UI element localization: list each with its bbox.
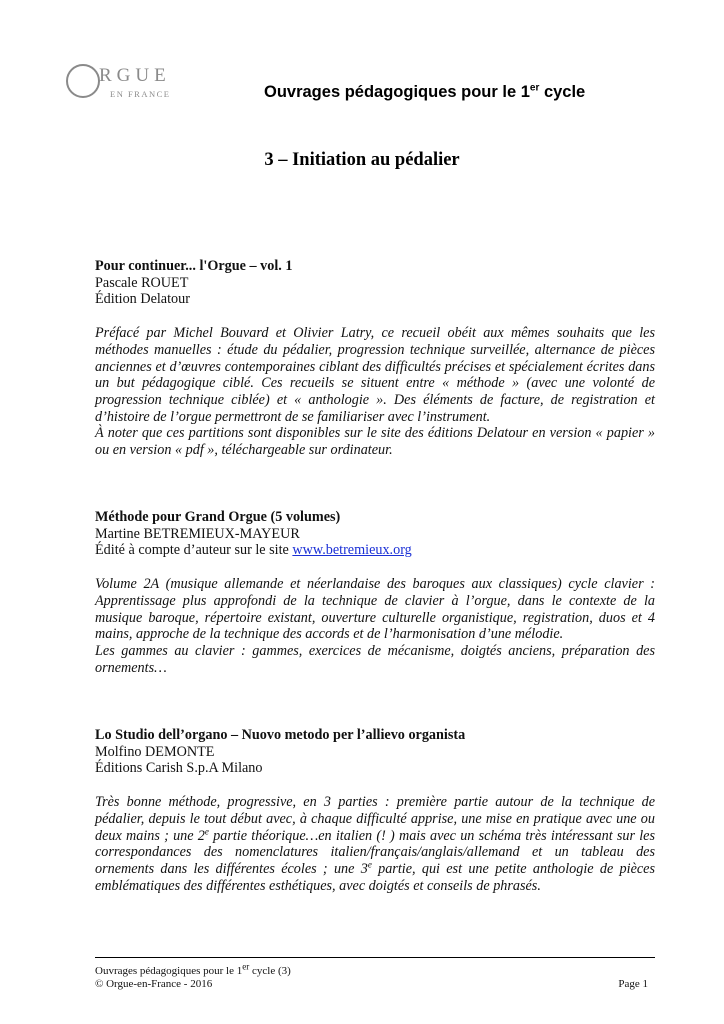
book-author: Martine BETREMIEUX-MAYEUR [95, 525, 300, 542]
book-entry-1 [95, 258, 655, 459]
betremieux-website-link[interactable]: www.betremieux.org [292, 542, 412, 559]
logo-word: RGUE [99, 65, 171, 86]
book-description-note: Les gammes au clavier : gammes, exercices de mécanisme, doigtés anciens, préparation des ornements… [95, 642, 655, 676]
section-title: 3 – Initiation au pédalier [264, 150, 460, 170]
footer-copyright: © Orgue-en-France - 2016 [95, 978, 213, 990]
footer-bottom-line [95, 978, 648, 991]
book-publisher: Édition Delatour [95, 291, 190, 308]
footer-page-number: Page 1 [618, 978, 648, 990]
description-part-2: partie théorique…en italien (! ) mais avec un schéma très intéressant sur les correspondances des nomenclatures italien/français/anglais/allemand et un tableau des ornements dans les différentes écoles ; une 3 [95, 827, 656, 877]
description-part-3: partie, qui est une petite anthologie de pièces emblématiques des différentes esthétiques, avec doigtés et conseils de phrasés. [95, 860, 655, 894]
book-description-note: À noter que ces partitions sont disponibles sur le site des éditions Delatour en version « papier » ou en version « pdf », téléchargeable sur ordinateur. [95, 425, 655, 459]
book-description: Volume 2A (musique allemande et néerlandaise des baroques aux classiques) cycle clavier : Apprentissage plus approfondi de la technique de clavier à l’orgue, dans le contexte de la musique baroque, répertoire existant, ouverture culturelle organistique, registration, duos et 4 mains, approche de la technique des accords et de l’harmonisation d’une mélodie. [95, 576, 655, 643]
book-author: Pascale ROUET [95, 274, 189, 291]
description-superscript-1: e [204, 825, 209, 836]
description-part-1: Très bonne méthode, progressive, en 3 parties : première partie autour de la technique de pédalier, depuis le tout début avec, à chaque difficulté apprise, une mise en pratique avec une ou deux mains ; une 2 [95, 794, 655, 844]
book-title: Pour continuer... l'Orgue – vol. 1 [95, 258, 293, 274]
header-title-text: Ouvrages pédagogiques pour le 1 [264, 83, 530, 101]
book-title: Lo Studio dell’organo – Nuovo metodo per l’allievo organista [95, 727, 466, 743]
book-publisher [95, 542, 655, 559]
footer-doc-title [95, 961, 648, 978]
book-entry-2 [95, 509, 655, 676]
book-title: Méthode pour Grand Orgue (5 volumes) [95, 509, 341, 525]
orgue-en-france-logo [66, 62, 196, 108]
header-title-end: cycle [539, 83, 586, 101]
book-entry-3 [95, 727, 655, 894]
book-publisher: Éditions Carish S.p.A Milano [95, 760, 263, 777]
logo-o-circle [66, 64, 100, 98]
footer-divider [95, 957, 655, 958]
header-title-superscript: er [529, 82, 540, 94]
publisher-prefix: Édité à compte d’auteur sur le site [95, 542, 293, 559]
footer-title-text: Ouvrages pédagogiques pour le 1 [95, 965, 243, 977]
description-superscript-2: e [367, 859, 372, 870]
logo-subtitle: EN FRANCE [110, 89, 171, 99]
footer-title-end: cycle (3) [249, 965, 291, 977]
document-header-title [264, 83, 585, 102]
book-description [95, 794, 655, 894]
footer-title-superscript: er [242, 961, 250, 972]
book-description: Préfacé par Michel Bouvard et Olivier Latry, ce recueil obéit aux mêmes souhaits que les méthodes manuelles : étude du pédalier, progression technique surveillée, alternance de pièces anciennes et d’œuvres contemporaines ciblant des difficultés précises et spécialement écrites dans un but pédagogique ciblé. Ces recueils se situent entre « méthode » (avec une volonté de progression technique ciblée) et « anthologie ». Des éléments de facture, de registration et d’histoire de l’orgue permettront de se familiariser avec l’instrument. [95, 325, 655, 425]
book-author: Molfino DEMONTE [95, 743, 215, 760]
